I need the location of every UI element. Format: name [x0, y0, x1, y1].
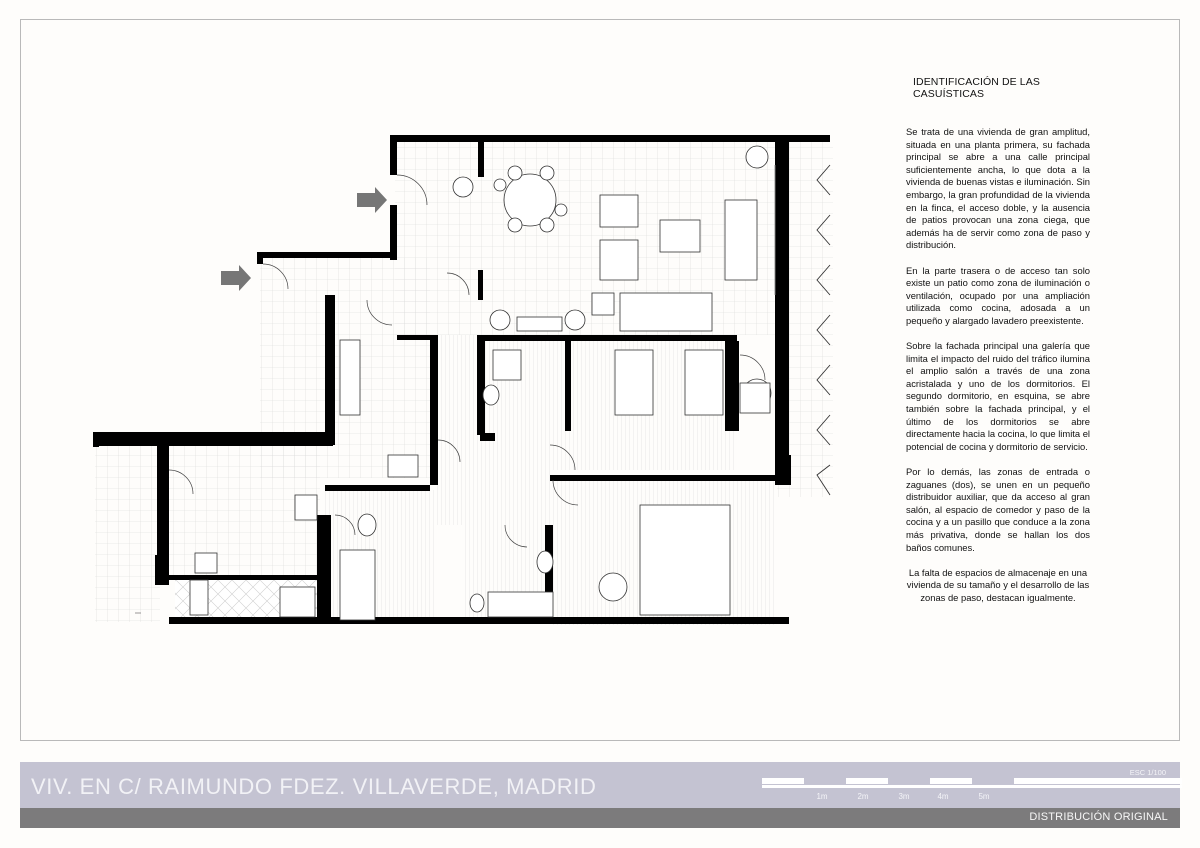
- paragraph-1: Se trata de una vivienda de gran amplitud, situada en una planta primera, su fachada principal se abre a una calle principal suficientemente ancha, lo que dota a la vivienda de buenas vistas e iluminación. Sin embargo, la gran profundidad de la vivienda en la finca, el acceso doble, y la ausencia de patios provocan una zona ciega, que además ha de servir como zona de paso y distribución.: [906, 126, 1090, 251]
- text-column: [906, 76, 1090, 617]
- floor-plan: [85, 125, 845, 635]
- scale-tick-label: 1m: [816, 792, 828, 801]
- bottom-band: [20, 808, 1180, 828]
- scale-label: ESC 1/100: [1129, 768, 1166, 777]
- paragraph-2: En la parte trasera o de acceso tan solo existe un patio como zona de iluminación o ventilación, ocupado por una ampliación utilizada como cocina, adosada a un pequeño y alargado lavadero preexistente.: [906, 264, 1090, 326]
- scale-tick-label: 3m: [898, 792, 910, 801]
- scale-tick-label: 4m: [937, 792, 949, 801]
- drawing-subtitle: DISTRIBUCIÓN ORIGINAL: [1029, 811, 1168, 823]
- project-title: VIV. EN C/ RAIMUNDO FDEZ. VILLAVERDE, MADRID: [31, 774, 597, 799]
- paragraph-4: Por lo demás, las zonas de entrada o zaguanes (dos), se unen en un pequeño distribuidor auxiliar, que da acceso al gran salón, al espacio de comedor y paso de la cocina y a un pasillo que conduce a la zona más privativa, donde se hallan los dos baños comunes.: [906, 466, 1090, 553]
- title-band: [20, 762, 1180, 808]
- paragraph-5: La falta de espacios de almacenaje en una vivienda de su tamaño y el desarrollo de las zonas de paso, destacan igualmente.: [906, 566, 1090, 603]
- graphic-scale-bar: [762, 778, 1182, 806]
- scale-tick-label: 5m: [978, 792, 990, 801]
- scale-tick-label: 2m: [857, 792, 869, 801]
- section-heading: IDENTIFICACIÓN DE LAS CASUÍSTICAS: [913, 76, 1040, 100]
- entry-arrow-icon: [221, 265, 251, 291]
- entry-arrow-icon: [357, 187, 387, 213]
- paragraph-3: Sobre la fachada principal una galería que limita el impacto del ruido del tráfico ilumina el amplio salón a través de una zona acristalada y uno de los dormitorios. El segundo dormitorio, en esquina, se abre también sobre la fachada principal, y el último de los dormitorios se abre directamente hacia la cocina, lo que limita el potencial de cocina y dormitorio de servicio.: [906, 340, 1090, 452]
